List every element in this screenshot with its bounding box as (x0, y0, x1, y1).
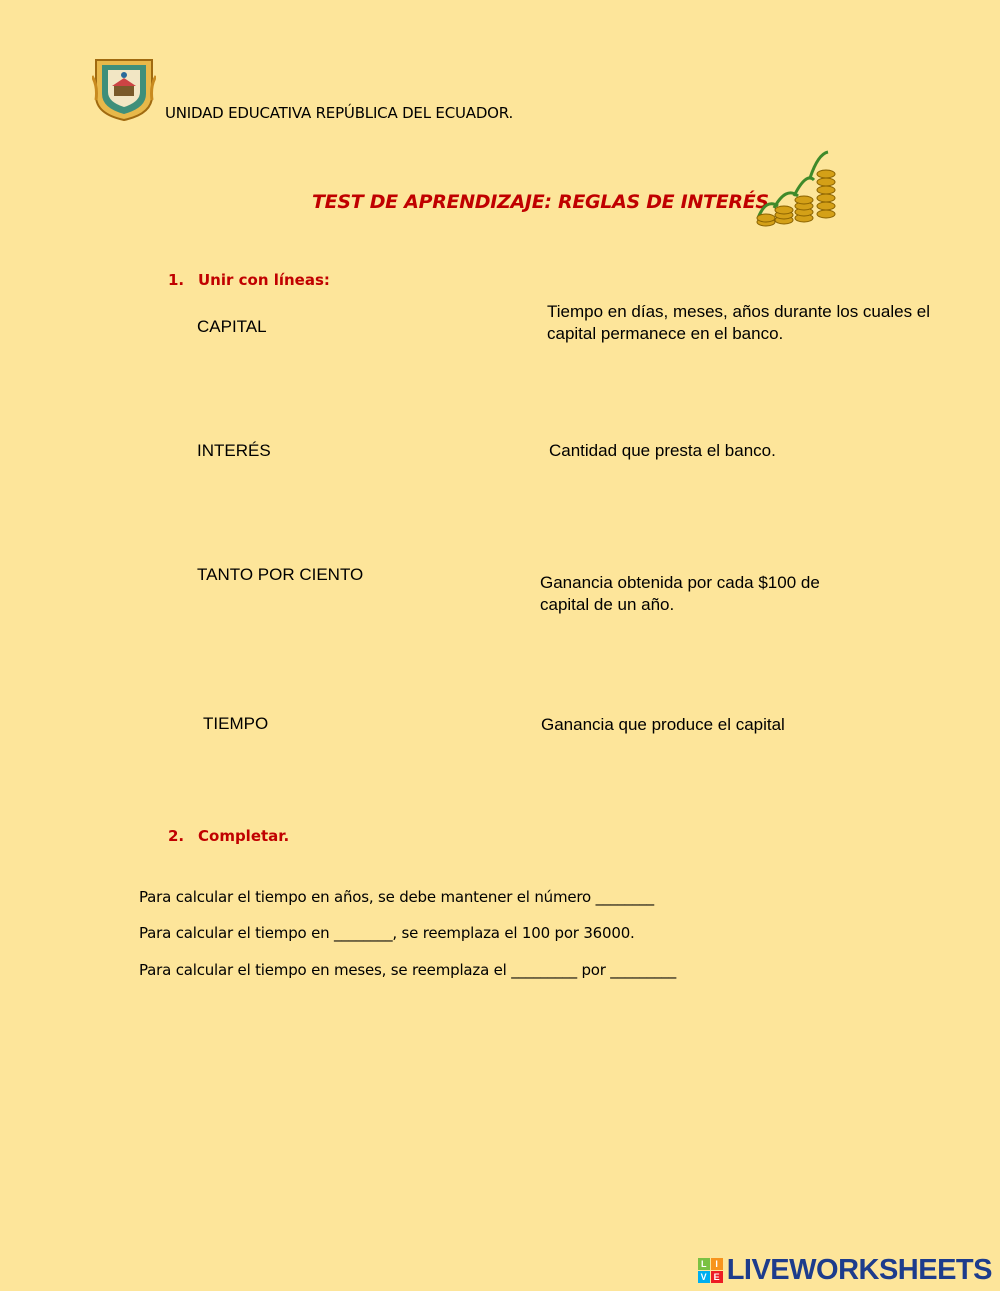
coin-stacks-growth-image (752, 148, 838, 230)
school-crest-logo (92, 56, 156, 122)
section-2-title: Completar. (198, 827, 290, 845)
term-capital[interactable]: CAPITAL (197, 317, 267, 336)
page-title: TEST DE APRENDIZAJE: REGLAS DE INTERÉS (312, 191, 769, 213)
fill-in-sentence-2[interactable]: Para calcular el tiempo en ________, se reemplaza el 100 por 36000. (139, 924, 635, 942)
section-2-number: 2. (168, 827, 185, 845)
section-2-heading (168, 827, 289, 845)
term-interes[interactable]: INTERÉS (197, 441, 271, 460)
fill-in-sentence-1[interactable]: Para calcular el tiempo en años, se debe mantener el número ________ (139, 888, 654, 906)
term-tiempo[interactable]: TIEMPO (203, 714, 269, 733)
fill-in-sentence-3[interactable]: Para calcular el tiempo en meses, se reemplaza el _________ por _________ (139, 961, 677, 979)
section-1-heading (168, 271, 330, 289)
definition-interes[interactable]: Ganancia que produce el capital (541, 715, 785, 734)
section-1-title: Unir con líneas: (198, 271, 330, 289)
definition-tanto-por-ciento[interactable]: Ganancia obtenida por cada $100 de capital de un año. (540, 573, 820, 614)
definition-tiempo[interactable]: Tiempo en días, meses, años durante los cuales el capital permanece en el banco. (547, 302, 931, 343)
definition-capital[interactable]: Cantidad que presta el banco. (549, 441, 776, 460)
liveworksheets-logo-icon: L I V E (698, 1258, 723, 1283)
section-1-number: 1. (168, 271, 185, 289)
liveworksheets-wordmark: LIVEWORKSHEETS (726, 1253, 992, 1286)
school-name: UNIDAD EDUCATIVA REPÚBLICA DEL ECUADOR. (165, 104, 514, 122)
liveworksheets-brand (698, 1254, 992, 1286)
term-tanto-por-ciento[interactable]: TANTO POR CIENTO (197, 565, 364, 584)
